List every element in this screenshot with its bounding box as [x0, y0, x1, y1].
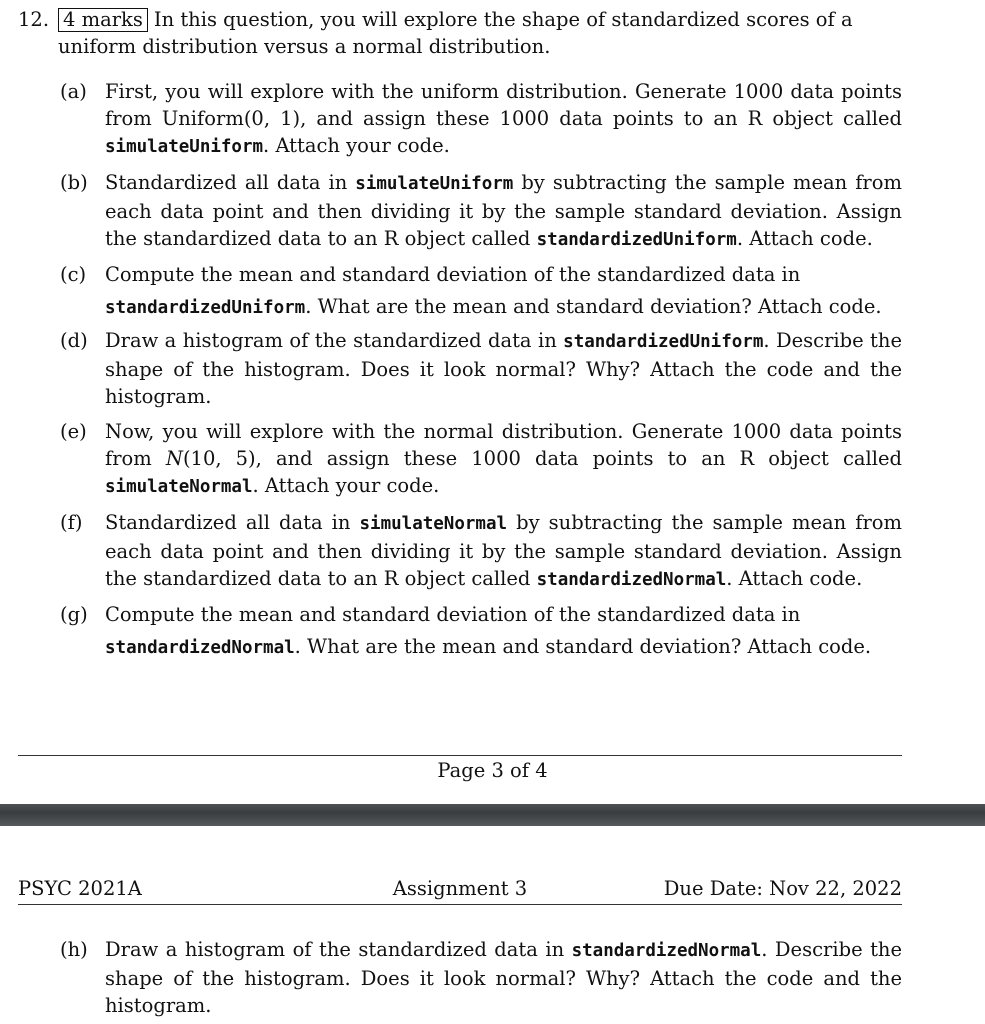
code-token: standardizedNormal: [536, 570, 727, 590]
marks-box: 4 marks: [58, 8, 148, 32]
part-label: (h): [60, 938, 88, 961]
course-code: PSYC 2021A: [18, 877, 142, 900]
code-token: simulateUniform: [355, 174, 514, 194]
part-f: (f) Standardized all data in simulateNormal by subtracting the sample mean from each data point and then dividing it by the sample standard deviation. Assign the standardized data to an R object called standardizedNormal. Attach code.: [60, 511, 903, 590]
part-label: (c): [60, 263, 87, 286]
part-label: (g): [60, 603, 88, 626]
code-token: standardizedUniform: [536, 230, 737, 250]
code-token: standardizedNormal: [105, 638, 295, 658]
part-label: (b): [60, 171, 88, 194]
footer-rule: [18, 755, 902, 756]
code-token: simulateUniform: [105, 137, 264, 157]
code-token: simulateNormal: [105, 477, 253, 497]
math-symbol: N: [165, 447, 183, 470]
code-token: simulateNormal: [359, 514, 508, 534]
question-12: [18, 6, 903, 60]
part-label: (a): [60, 80, 87, 103]
part-h: (h) Draw a histogram of the standardized data in standardizedNormal. Describe the shape of the histogram. Does it look normal? Why? Attach the code and the histogram.: [60, 938, 902, 1017]
part-b: (b) Standardized all data in simulateUniform by subtracting the sample mean from each data point and then dividing it by the sample standard deviation. Assign the standardized data to an R object called standardizedUniform. Attach code.: [60, 171, 902, 250]
question-number: 12.: [18, 8, 50, 31]
part-label: (f): [60, 511, 83, 534]
header-rule: [18, 904, 902, 905]
part-label: (d): [60, 329, 88, 352]
code-token: standardizedUniform: [105, 298, 306, 318]
part-a: (a) First, you will explore with the uniform distribution. Generate 1000 data points from Uniform(0, 1), and assign these 1000 data points to an R object called simulateUniform. Attach your code.: [60, 80, 902, 157]
question-intro: In this question, you will explore the shape of standardized scores of a uniform distribution versus a normal distribution.: [58, 8, 853, 58]
part-e: (e) Now, you will explore with the normal distribution. Generate 1000 data points from N(10, 5), and assign these 1000 data points to an R object called simulateNormal. Attach your code.: [60, 420, 903, 497]
due-date: Due Date: Nov 22, 2022: [663, 877, 902, 900]
part-label: (e): [60, 420, 87, 443]
code-token: standardizedNormal: [571, 941, 762, 961]
code-token: standardizedUniform: [563, 332, 764, 352]
page-number: Page 3 of 4: [437, 759, 548, 782]
page-divider: [0, 804, 985, 826]
part-d: (d) Draw a histogram of the standardized data in standardizedUniform. Describe the shape of the histogram. Does it look normal? Why? Attach the code and the histogram.: [60, 329, 902, 408]
part-c: (c) Compute the mean and standard deviation of the standardized data in standardizedUniform. What are the mean and standard deviation? Attach code.: [60, 259, 902, 324]
part-g: (g) Compute the mean and standard deviation of the standardized data in standardizedNormal. What are the mean and standard deviation? Attach code.: [60, 599, 902, 664]
assignment-title: Assignment 3: [392, 877, 528, 900]
document-page-4: [0, 826, 985, 1024]
